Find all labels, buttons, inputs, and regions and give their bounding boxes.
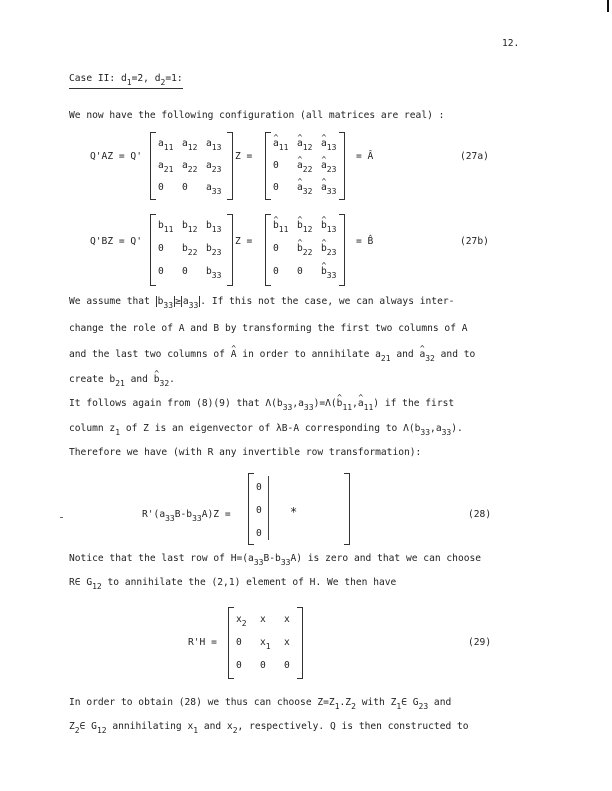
eq27b-rhs: = B̂ <box>356 236 374 247</box>
matrix-entry: x <box>260 614 266 625</box>
matrix-entry: 0 <box>158 266 164 277</box>
matrix-entry: 0 <box>273 266 279 277</box>
matrix-entry: ^ $b_{22}$ <box>297 243 312 255</box>
matrix-entry: ^ $b_{11}$ <box>273 220 288 232</box>
eq29-label: (29) <box>468 637 492 648</box>
eq27a-rhs: = Â <box>356 151 374 162</box>
eq28-bracket-open <box>248 473 254 545</box>
matrix-entry: ^ $b_{33}$ <box>321 266 336 278</box>
matrix-entry: ^ $a_{22}$ <box>297 160 312 172</box>
p1-line-2: change the role of A and B by transforming the first two columns of A <box>69 323 468 334</box>
matrix-entry: $x_2$ <box>236 614 247 628</box>
intro-line: We now have the following configuration (all matrices are real) : <box>69 110 445 121</box>
matrix-entry: ^ $a_{33}$ <box>321 182 336 194</box>
eq27b-lhs: Q'BZ = Q' <box>90 236 142 247</box>
eq27a-right-bracket-close <box>339 132 345 200</box>
matrix-entry: ^ $b_{23}$ <box>321 243 336 255</box>
eq29-bracket-close <box>297 607 303 679</box>
matrix-entry: 0 <box>297 266 303 277</box>
matrix-entry: 0 <box>260 660 266 671</box>
eq27a-right-bracket-open <box>265 132 271 200</box>
eq28-col-entry: 0 <box>256 482 262 493</box>
matrix-entry: $a_{22}$ <box>182 160 198 174</box>
matrix-entry: $b_{12}$ <box>182 220 198 234</box>
eq28-bracket-close <box>344 473 350 545</box>
matrix-entry: ^ $a_{11}$ <box>273 138 288 150</box>
page-number: 12. <box>502 38 520 49</box>
eq28-col-entry: 0 <box>256 528 262 539</box>
matrix-entry: $b_{22}$ <box>182 243 198 257</box>
matrix-entry: $a_{21}$ <box>158 160 174 174</box>
eq28-star: * <box>290 505 298 519</box>
matrix-entry: 0 <box>273 243 279 254</box>
matrix-entry: $a_{23}$ <box>206 160 222 174</box>
matrix-entry: $a_{33}$ <box>206 182 222 196</box>
matrix-entry: 0 <box>182 182 188 193</box>
matrix-entry: 0 <box>273 182 279 193</box>
p2-line-2: column $z_1$ of Z is an eigenvector of λB-A corresponding to $\Lambda(b_{33},a_{33})$. <box>69 423 463 437</box>
matrix-entry: 0 <box>182 266 188 277</box>
eq29-bracket-open <box>228 607 234 679</box>
matrix-entry: ^ $a_{23}$ <box>321 160 336 172</box>
eq27b-right-bracket-close <box>339 214 345 286</box>
p1-line-4: create $b_{21}$ and ^ $b_{32}$. <box>69 374 175 386</box>
matrix-entry: 0 <box>236 660 242 671</box>
matrix-entry: $b_{23}$ <box>206 243 222 257</box>
p1-line-1: We assume that $b_{33} \ge a_{33}$ . If this not the case, we can always inter- <box>69 296 455 310</box>
p4-line-2: $Z_2\in$ $G_{12}$ annihilating $x_1$ and $x_2$, respectively. Q is then constructed to <box>69 721 469 735</box>
matrix-entry: ^ $a_{32}$ <box>297 182 312 194</box>
matrix-entry: $a_{13}$ <box>206 138 222 152</box>
matrix-entry: $b_{11}$ <box>158 220 174 234</box>
p2-line-3: Therefore we have (with R any invertible row transformation): <box>69 447 422 458</box>
p3-line-1: Notice that the last row of $H=(a_{33}B-b_{33}A)$ is zero and that we can choose <box>69 553 482 567</box>
eq27a-label: (27a) <box>460 151 489 162</box>
matrix-entry: 0 <box>273 160 279 171</box>
p2-line-1: It follows again from (8)(9) that $\Lambda(b_{33},a_{33})=\Lambda(\^{}$ $b_{11},\^{}$ $a_{11}$) if the first <box>69 398 454 410</box>
matrix-entry: ^ $a_{13}$ <box>321 138 336 150</box>
eq28-lhs: $R'(a_{33}B-b_{33}A)Z$ = <box>142 509 231 523</box>
eq27a-mid: Z = <box>235 151 253 162</box>
matrix-entry: x <box>284 614 290 625</box>
eq27b-mid: Z = <box>235 236 253 247</box>
matrix-entry: 0 <box>236 637 242 648</box>
matrix-entry: $b_{13}$ <box>206 220 222 234</box>
eq28-col-entry: 0 <box>256 505 262 516</box>
matrix-entry: ^ $b_{13}$ <box>321 220 336 232</box>
case-heading: Case II: $d_1=2$, $d_2=1$: <box>69 73 183 87</box>
matrix-entry: ^ $a_{12}$ <box>297 138 312 150</box>
p3-line-2: R∈ $G_{12}$ to annihilate the (2,1) element of H. We then have <box>69 577 397 591</box>
matrix-entry: $a_{12}$ <box>182 138 198 152</box>
matrix-entry: 0 <box>158 243 164 254</box>
eq27b-label: (27b) <box>460 236 489 247</box>
eq27b-left-bracket-close <box>227 214 233 286</box>
margin-dot <box>60 517 63 518</box>
eq27b-left-bracket-open <box>150 214 156 286</box>
eq27a-left-bracket-open <box>150 132 156 200</box>
matrix-entry: x <box>284 637 290 648</box>
matrix-entry: ^ $b_{12}$ <box>297 220 312 232</box>
matrix-entry: 0 <box>158 182 164 193</box>
matrix-entry: $a_{11}$ <box>158 138 174 152</box>
eq27b-right-bracket-open <box>265 214 271 286</box>
matrix-entry: $b_{33}$ <box>206 266 222 280</box>
matrix-entry: $x_1$ <box>260 637 271 651</box>
eq27a-lhs: Q'AZ = Q' <box>90 151 142 162</box>
eq29-lhs: R'H = <box>188 637 217 648</box>
eq27a-left-bracket-close <box>227 132 233 200</box>
p1-line-3: and the last two columns of ^ A in order to annihilate $a_{21}$ and ^ $a_{32}$ and to <box>69 349 475 361</box>
eq28-label: (28) <box>468 509 492 520</box>
p4-line-1: In order to obtain (28) we thus can choose $Z=Z_1.Z_2$ with $Z_1\in$ $G_{23}$ and <box>69 697 452 711</box>
page-edge-mark <box>607 0 609 12</box>
matrix-entry: 0 <box>284 660 290 671</box>
eq28-divider <box>268 476 269 540</box>
